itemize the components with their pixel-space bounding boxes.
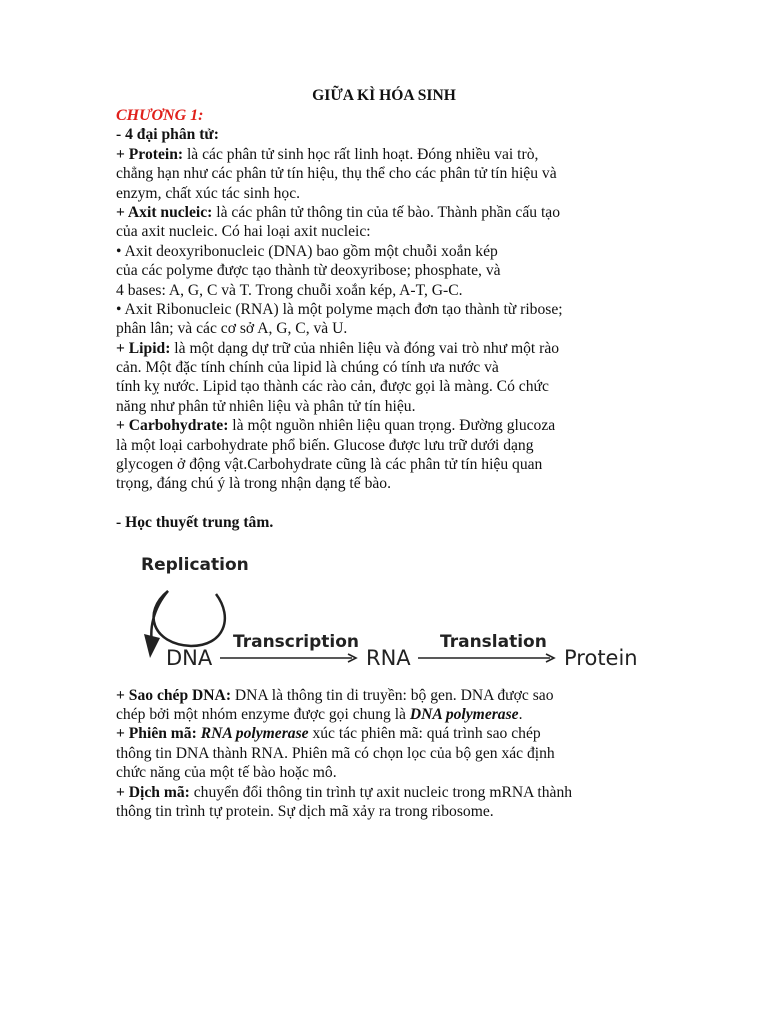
carb-line-4: trọng, đáng chú ý là trong nhận dạng tế bào.: [116, 475, 391, 493]
lipid-line-3: tính kỵ nước. Lipid tạo thành các rào cản, được gọi là màng. Có chức: [116, 378, 549, 396]
transcription-line-1: [116, 724, 656, 743]
transcription-term: + Phiên mã:: [116, 725, 197, 743]
central-dogma-diagram: [116, 534, 656, 684]
rna-label: RNA: [366, 645, 411, 670]
nucleic-label: + Axit nucleic:: [116, 203, 213, 221]
lipid-line-4: năng như phân tử nhiên liệu và phân tử tín hiệu.: [116, 397, 416, 415]
translation-line-1: [116, 783, 656, 802]
dna-bullet-line-2: của các polyme được tạo thành từ deoxyribose; phosphate, và: [116, 262, 501, 280]
carb-label: + Carbohydrate:: [116, 417, 229, 435]
protein-line-1: [116, 145, 656, 164]
carb-line-3: glycogen ở động vật.Carbohydrate cũng là các phân tử tín hiệu quan: [116, 456, 543, 474]
section-heading-text: - Học thuyết trung tâm.: [116, 514, 274, 532]
nucleic-line-2: của axit nucleic. Có hai loại axit nucleic:: [116, 223, 371, 241]
document-body: [116, 106, 656, 821]
protein-label: + Protein:: [116, 145, 184, 163]
protein-line-2: chẳng hạn như các phân tử tín hiệu, thụ thể cho các phân tử tín hiệu và: [116, 165, 557, 183]
dna-bullet-line-3: 4 bases: A, G, C và T. Trong chuỗi xoắn kép, A-T, G-C.: [116, 281, 463, 299]
section-heading-central-dogma: [116, 513, 656, 532]
rna-bullet-line-1: • Axit Ribonucleic (RNA) là một polyme mạch đơn tạo thành từ ribose;: [116, 300, 563, 318]
replication-term: + Sao chép DNA:: [116, 686, 232, 704]
translation-line-2: thông tin trình tự protein. Sự dịch mã xảy ra trong ribosome.: [116, 802, 494, 820]
protein-text: là các phân tử sinh học rất linh hoạt. Đóng nhiều vai trò,: [183, 145, 539, 163]
carb-line-1: [116, 416, 656, 435]
transcription-text: xúc tác phiên mã: quá trình sao chép: [308, 725, 541, 743]
lipid-text: là một dạng dự trữ của nhiên liệu và đóng vai trò như một rào: [170, 339, 560, 357]
transcription-line-3: chức năng của một tế bào hoặc mô.: [116, 764, 337, 782]
translation-term: + Dịch mã:: [116, 783, 190, 801]
chapter-heading: CHƯƠNG 1:: [116, 107, 204, 124]
dna-polymerase-term: DNA polymerase: [409, 705, 519, 723]
rna-polymerase-term: RNA polymerase: [200, 725, 309, 743]
dna-bullet-line-1: • Axit deoxyribonucleic (DNA) bao gồm một chuỗi xoắn kép: [116, 242, 498, 260]
carb-text: là một nguồn nhiên liệu quan trọng. Đường glucoza: [228, 417, 556, 435]
spacer: [116, 494, 656, 513]
replication-text: DNA là thông tin di truyền: bộ gen. DNA được sao: [231, 686, 554, 704]
protein-line-3: enzym, chất xúc tác sinh học.: [116, 184, 301, 202]
period: .: [518, 705, 523, 723]
rna-bullet-line-2: phân lân; và các cơ sở A, G, C, và U.: [116, 320, 348, 338]
translation-text: chuyển đổi thông tin trình tự axit nucleic trong mRNA thành: [189, 783, 573, 801]
replication-arrowhead: [144, 634, 160, 658]
transcription-label: Transcription: [233, 631, 359, 652]
lipid-line-1: [116, 339, 656, 358]
section-heading-macromolecules: [116, 125, 656, 144]
dna-label: DNA: [166, 645, 213, 670]
lipid-line-2: cản. Một đặc tính chính của lipid là chúng có tính ưa nước và: [116, 359, 499, 377]
protein-label: Protein: [564, 645, 638, 670]
document-title: GIỮA KÌ HÓA SINH: [312, 87, 456, 104]
replication-label: Replication: [141, 554, 249, 575]
nucleic-line-1: [116, 203, 656, 222]
nucleic-text: là các phân tử thông tin của tế bào. Thành phần cấu tạo: [212, 203, 561, 221]
replication-text-2: chép bởi một nhóm enzyme được gọi chung là: [116, 705, 410, 723]
transcription-line-2: thông tin DNA thành RNA. Phiên mã có chọn lọc của bộ gen xác định: [116, 744, 555, 762]
section-heading-text: - 4 đại phân tử:: [116, 126, 219, 144]
replication-line-2: [116, 705, 656, 724]
replication-line-1: [116, 686, 656, 705]
translation-label: Translation: [440, 631, 547, 652]
carb-line-2: là một loại carbohydrate phổ biến. Glucose được lưu trữ dưới dạng: [116, 436, 534, 454]
replication-loop-arrow: [151, 591, 224, 646]
central-dogma-svg: [116, 534, 656, 684]
lipid-label: + Lipid:: [116, 339, 171, 357]
